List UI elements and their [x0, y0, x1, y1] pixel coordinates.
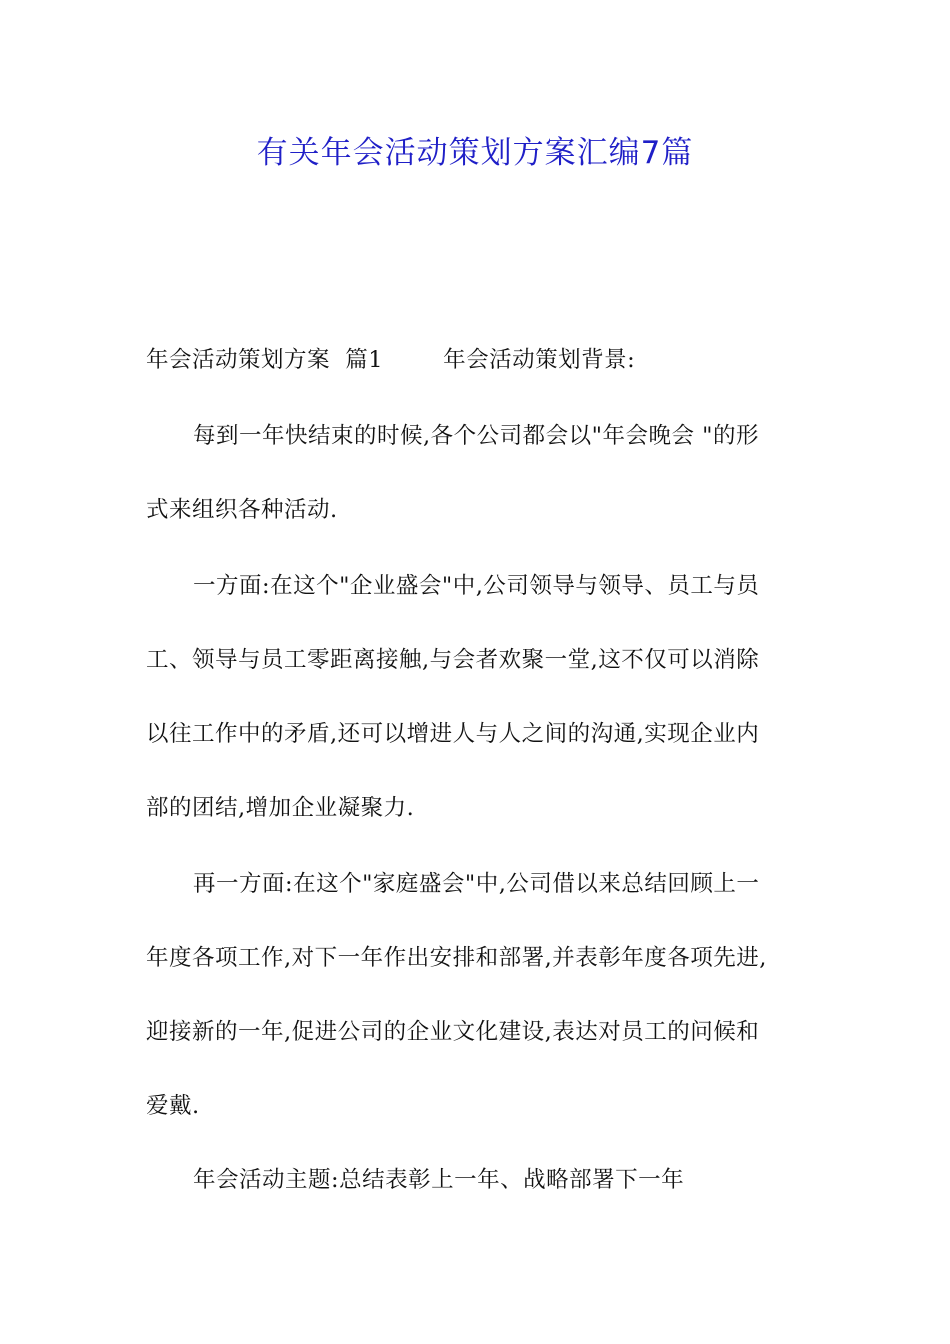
paragraph-line: 部的团结,增加企业凝聚力.	[146, 795, 415, 821]
paragraph-line: 迎接新的一年,促进公司的企业文化建设,表达对员工的问候和	[146, 1019, 760, 1045]
paragraph-line: 年度各项工作,对下一年作出安排和部署,并表彰年度各项先进,	[146, 945, 767, 971]
paragraph-line: 工、领导与员工零距离接触,与会者欢聚一堂,这不仅可以消除	[146, 647, 760, 673]
section-heading-line	[146, 345, 635, 375]
paragraph-line: 每到一年快结束的时候,各个公司都会以"年会晚会 "的形	[193, 423, 760, 449]
paragraph-line: 爱戴.	[146, 1093, 200, 1119]
paragraph-line: 年会活动主题:总结表彰上一年、战略部署下一年	[193, 1167, 685, 1193]
paragraph-line: 再一方面:在这个"家庭盛会"中,公司借以来总结回顾上一	[193, 871, 760, 897]
section-heading: 年会活动策划方案 篇1	[146, 347, 384, 373]
paragraph-line: 一方面:在这个"企业盛会"中,公司领导与领导、员工与员	[193, 573, 760, 599]
paragraph-line: 式来组织各种活动.	[146, 497, 338, 523]
section-subheading: 年会活动策划背景:	[443, 347, 636, 373]
paragraph-line: 以往工作中的矛盾,还可以增进人与人之间的沟通,实现企业内	[146, 721, 760, 747]
document-title: 有关年会活动策划方案汇编7篇	[256, 135, 694, 171]
